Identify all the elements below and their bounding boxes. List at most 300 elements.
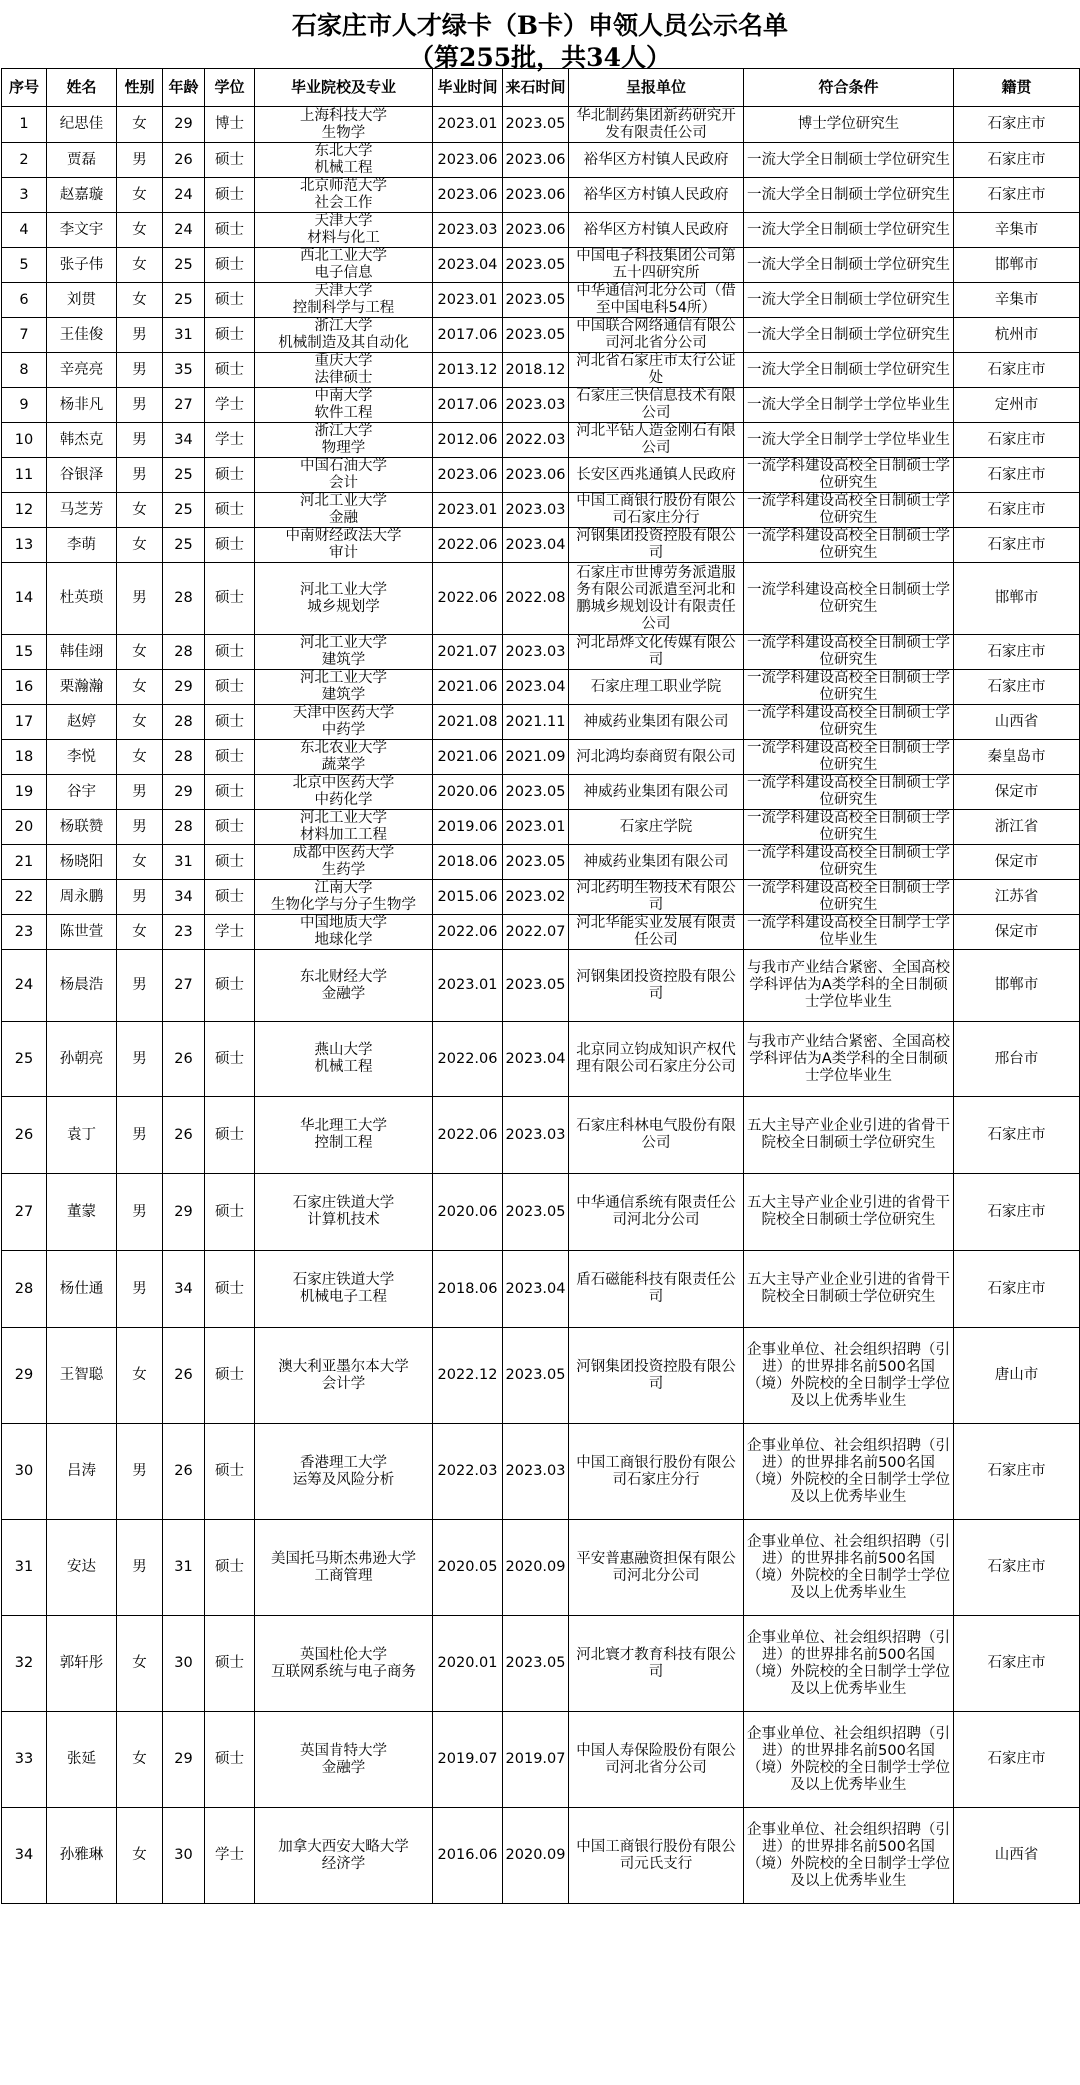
cell-age: 25 xyxy=(163,493,205,528)
cell-gender: 女 xyxy=(117,248,163,283)
cell-grad-time: 2022.06 xyxy=(433,563,503,635)
header-condition: 符合条件 xyxy=(744,69,954,107)
cell-origin: 唐山市 xyxy=(954,1328,1080,1424)
header-arrive-time: 来石时间 xyxy=(503,69,569,107)
school-name: 加拿大西安大略大学 xyxy=(278,1838,409,1855)
table-row xyxy=(2,705,1080,740)
cell-origin: 石家庄市 xyxy=(954,143,1080,178)
cell-origin: 石家庄市 xyxy=(954,493,1080,528)
school-name: 河北工业大学 xyxy=(300,810,387,826)
cell-unit: 神威药业集团有限公司 xyxy=(569,705,744,740)
cell-arrive-time: 2023.03 xyxy=(503,1424,569,1520)
cell-origin: 保定市 xyxy=(954,915,1080,950)
cell-grad-time: 2020.06 xyxy=(433,1174,503,1251)
cell-origin: 杭州市 xyxy=(954,318,1080,353)
cell-origin: 辛集市 xyxy=(954,283,1080,318)
header-gender: 性别 xyxy=(117,69,163,107)
major-name: 中药化学 xyxy=(314,792,373,808)
cell-school-major xyxy=(255,1097,433,1174)
cell-school-major xyxy=(255,740,433,775)
cell-gender: 男 xyxy=(117,1022,163,1097)
cell-grad-time: 2023.03 xyxy=(433,213,503,248)
cell-age: 29 xyxy=(163,670,205,705)
cell-origin: 石家庄市 xyxy=(954,635,1080,670)
cell-origin: 江苏省 xyxy=(954,880,1080,915)
table-row xyxy=(2,178,1080,213)
major-name: 法律硕士 xyxy=(314,370,373,386)
cell-degree: 硕士 xyxy=(205,143,255,178)
cell-unit: 裕华区方村镇人民政府 xyxy=(569,178,744,213)
cell-no: 8 xyxy=(2,353,47,388)
cell-school-major xyxy=(255,528,433,563)
cell-school-major xyxy=(255,1424,433,1520)
cell-condition: 企事业单位、社会组织招聘（引进）的世界排名前500名国（境）外院校的全日制学士学位及以上优秀毕业生 xyxy=(744,1424,954,1520)
table-row xyxy=(2,458,1080,493)
applicant-table xyxy=(1,68,1080,1904)
school-name: 澳大利亚墨尔本大学 xyxy=(278,1358,409,1375)
cell-degree: 硕士 xyxy=(205,178,255,213)
school-name: 江南大学 xyxy=(314,880,373,896)
cell-school-major xyxy=(255,1022,433,1097)
cell-condition: 一流学科建设高校全日制硕士学位研究生 xyxy=(744,705,954,740)
cell-condition: 五大主导产业企业引进的省骨干院校全日制硕士学位研究生 xyxy=(744,1097,954,1174)
cell-condition: 一流学科建设高校全日制硕士学位研究生 xyxy=(744,493,954,528)
school-name: 浙江大学 xyxy=(314,423,373,439)
cell-arrive-time: 2023.03 xyxy=(503,635,569,670)
cell-arrive-time: 2023.04 xyxy=(503,528,569,563)
cell-no: 14 xyxy=(2,563,47,635)
cell-age: 31 xyxy=(163,1520,205,1616)
cell-arrive-time: 2023.05 xyxy=(503,283,569,318)
cell-grad-time: 2018.06 xyxy=(433,845,503,880)
school-name: 北京师范大学 xyxy=(300,178,387,194)
cell-no: 29 xyxy=(2,1328,47,1424)
cell-unit: 平安普惠融资担保有限公司河北分公司 xyxy=(569,1520,744,1616)
cell-age: 28 xyxy=(163,635,205,670)
cell-name: 王佳俊 xyxy=(47,318,117,353)
cell-unit: 中国工商银行股份有限公司石家庄分行 xyxy=(569,1424,744,1520)
cell-name: 董蒙 xyxy=(47,1174,117,1251)
cell-unit: 河北平钻人造金刚石有限公司 xyxy=(569,423,744,458)
cell-grad-time: 2015.06 xyxy=(433,880,503,915)
cell-grad-time: 2023.01 xyxy=(433,950,503,1022)
table-row xyxy=(2,563,1080,635)
cell-gender: 男 xyxy=(117,880,163,915)
cell-grad-time: 2018.06 xyxy=(433,1251,503,1328)
cell-age: 25 xyxy=(163,283,205,318)
cell-no: 25 xyxy=(2,1022,47,1097)
table-row xyxy=(2,423,1080,458)
cell-grad-time: 2023.01 xyxy=(433,107,503,143)
cell-arrive-time: 2023.06 xyxy=(503,178,569,213)
cell-gender: 女 xyxy=(117,107,163,143)
school-name: 石家庄铁道大学 xyxy=(292,1272,395,1288)
cell-name: 杨联赞 xyxy=(47,810,117,845)
cell-origin: 石家庄市 xyxy=(954,1520,1080,1616)
cell-grad-time: 2016.06 xyxy=(433,1808,503,1904)
cell-arrive-time: 2023.05 xyxy=(503,248,569,283)
cell-no: 2 xyxy=(2,143,47,178)
table-row xyxy=(2,880,1080,915)
cell-school-major xyxy=(255,107,433,143)
major-name: 运筹及风险分析 xyxy=(292,1471,395,1488)
cell-unit: 中国工商银行股份有限公司元氏支行 xyxy=(569,1808,744,1904)
title-line-1: 石家庄市人才绿卡（B卡）申领人员公示名单 xyxy=(291,11,789,40)
cell-grad-time: 2022.06 xyxy=(433,915,503,950)
cell-age: 24 xyxy=(163,178,205,213)
cell-age: 31 xyxy=(163,845,205,880)
cell-grad-time: 2021.06 xyxy=(433,670,503,705)
cell-grad-time: 2020.01 xyxy=(433,1616,503,1712)
major-name: 会计学 xyxy=(321,1375,366,1392)
cell-age: 29 xyxy=(163,1174,205,1251)
cell-condition: 一流学科建设高校全日制硕士学位研究生 xyxy=(744,528,954,563)
cell-condition: 一流大学全日制硕士学位研究生 xyxy=(744,213,954,248)
cell-gender: 女 xyxy=(117,740,163,775)
cell-no: 6 xyxy=(2,283,47,318)
cell-name: 张子伟 xyxy=(47,248,117,283)
cell-grad-time: 2022.06 xyxy=(433,528,503,563)
cell-no: 34 xyxy=(2,1808,47,1904)
cell-gender: 女 xyxy=(117,283,163,318)
table-row xyxy=(2,248,1080,283)
cell-origin: 邯郸市 xyxy=(954,563,1080,635)
header-origin: 籍贯 xyxy=(954,69,1080,107)
cell-origin: 石家庄市 xyxy=(954,178,1080,213)
cell-origin: 邢台市 xyxy=(954,1022,1080,1097)
table-row xyxy=(2,740,1080,775)
cell-age: 23 xyxy=(163,915,205,950)
cell-name: 吕涛 xyxy=(47,1424,117,1520)
cell-gender: 男 xyxy=(117,1520,163,1616)
cell-age: 30 xyxy=(163,1616,205,1712)
header-grad-time: 毕业时间 xyxy=(433,69,503,107)
school-name: 河北工业大学 xyxy=(300,670,387,686)
school-name: 石家庄铁道大学 xyxy=(292,1195,395,1211)
cell-arrive-time: 2022.07 xyxy=(503,915,569,950)
school-name: 英国杜伦大学 xyxy=(300,1646,387,1663)
cell-age: 34 xyxy=(163,880,205,915)
cell-name: 杨仕通 xyxy=(47,1251,117,1328)
school-name: 重庆大学 xyxy=(314,353,373,369)
cell-condition: 与我市产业结合紧密、全国高校学科评估为A类学科的全日制硕士学位毕业生 xyxy=(744,1022,954,1097)
cell-name: 陈世萱 xyxy=(47,915,117,950)
cell-arrive-time: 2023.03 xyxy=(503,1097,569,1174)
cell-degree: 博士 xyxy=(205,107,255,143)
cell-degree: 硕士 xyxy=(205,810,255,845)
cell-degree: 硕士 xyxy=(205,1520,255,1616)
cell-age: 28 xyxy=(163,563,205,635)
cell-degree: 硕士 xyxy=(205,283,255,318)
cell-unit: 河北昂烨文化传媒有限公司 xyxy=(569,635,744,670)
table-row xyxy=(2,107,1080,143)
cell-unit: 河钢集团投资控股有限公司 xyxy=(569,950,744,1022)
cell-age: 25 xyxy=(163,528,205,563)
cell-age: 26 xyxy=(163,1328,205,1424)
cell-unit: 河北鸿均泰商贸有限公司 xyxy=(569,740,744,775)
major-name: 生物化学与分子生物学 xyxy=(271,897,416,913)
cell-degree: 硕士 xyxy=(205,1251,255,1328)
cell-arrive-time: 2020.09 xyxy=(503,1808,569,1904)
cell-grad-time: 2019.07 xyxy=(433,1712,503,1808)
cell-gender: 女 xyxy=(117,915,163,950)
cell-condition: 一流学科建设高校全日制硕士学位研究生 xyxy=(744,880,954,915)
cell-unit: 河北药明生物技术有限公司 xyxy=(569,880,744,915)
cell-school-major xyxy=(255,318,433,353)
cell-degree: 硕士 xyxy=(205,1328,255,1424)
table-row xyxy=(2,388,1080,423)
major-name: 中药学 xyxy=(321,722,366,738)
cell-unit: 长安区西兆通镇人民政府 xyxy=(569,458,744,493)
cell-origin: 石家庄市 xyxy=(954,1712,1080,1808)
cell-grad-time: 2023.06 xyxy=(433,143,503,178)
cell-name: 杨晨浩 xyxy=(47,950,117,1022)
cell-name: 袁丁 xyxy=(47,1097,117,1174)
cell-arrive-time: 2023.06 xyxy=(503,143,569,178)
document-title xyxy=(0,0,1080,72)
cell-grad-time: 2023.06 xyxy=(433,178,503,213)
cell-age: 26 xyxy=(163,143,205,178)
cell-origin: 山西省 xyxy=(954,705,1080,740)
cell-arrive-time: 2023.04 xyxy=(503,1022,569,1097)
cell-arrive-time: 2023.03 xyxy=(503,493,569,528)
cell-origin: 石家庄市 xyxy=(954,1097,1080,1174)
cell-condition: 企事业单位、社会组织招聘（引进）的世界排名前500名国（境）外院校的全日制学士学位及以上优秀毕业生 xyxy=(744,1712,954,1808)
cell-grad-time: 2022.12 xyxy=(433,1328,503,1424)
major-name: 金融 xyxy=(329,510,358,526)
cell-degree: 硕士 xyxy=(205,458,255,493)
table-row xyxy=(2,810,1080,845)
cell-no: 26 xyxy=(2,1097,47,1174)
cell-no: 21 xyxy=(2,845,47,880)
cell-age: 26 xyxy=(163,1022,205,1097)
cell-arrive-time: 2021.09 xyxy=(503,740,569,775)
cell-school-major xyxy=(255,1616,433,1712)
cell-gender: 女 xyxy=(117,1808,163,1904)
cell-condition: 一流大学全日制硕士学位研究生 xyxy=(744,248,954,283)
table-row xyxy=(2,1520,1080,1616)
major-name: 工商管理 xyxy=(314,1567,373,1584)
cell-origin: 石家庄市 xyxy=(954,528,1080,563)
cell-condition: 一流学科建设高校全日制硕士学位研究生 xyxy=(744,810,954,845)
cell-gender: 男 xyxy=(117,1424,163,1520)
cell-no: 32 xyxy=(2,1616,47,1712)
cell-gender: 男 xyxy=(117,563,163,635)
school-name: 浙江大学 xyxy=(314,318,373,334)
cell-no: 33 xyxy=(2,1712,47,1808)
table-row xyxy=(2,670,1080,705)
cell-arrive-time: 2023.01 xyxy=(503,810,569,845)
cell-no: 4 xyxy=(2,213,47,248)
cell-origin: 山西省 xyxy=(954,1808,1080,1904)
cell-age: 25 xyxy=(163,458,205,493)
cell-degree: 硕士 xyxy=(205,213,255,248)
cell-no: 20 xyxy=(2,810,47,845)
cell-arrive-time: 2023.05 xyxy=(503,950,569,1022)
cell-school-major xyxy=(255,493,433,528)
school-name: 香港理工大学 xyxy=(300,1454,387,1471)
cell-gender: 女 xyxy=(117,1616,163,1712)
cell-origin: 石家庄市 xyxy=(954,1174,1080,1251)
cell-unit: 石家庄科林电气股份有限公司 xyxy=(569,1097,744,1174)
cell-school-major xyxy=(255,810,433,845)
cell-age: 28 xyxy=(163,810,205,845)
school-name: 北京中医药大学 xyxy=(292,775,395,791)
cell-age: 34 xyxy=(163,1251,205,1328)
cell-arrive-time: 2023.03 xyxy=(503,388,569,423)
school-name: 河北工业大学 xyxy=(300,635,387,651)
cell-name: 杨非凡 xyxy=(47,388,117,423)
cell-name: 栗瀚瀚 xyxy=(47,670,117,705)
cell-school-major xyxy=(255,705,433,740)
cell-gender: 男 xyxy=(117,775,163,810)
cell-unit: 石家庄三快信息技术有限公司 xyxy=(569,388,744,423)
cell-unit: 中华通信系统有限责任公司河北分公司 xyxy=(569,1174,744,1251)
cell-grad-time: 2023.01 xyxy=(433,493,503,528)
cell-unit: 河北寰才教育科技有限公司 xyxy=(569,1616,744,1712)
table-row xyxy=(2,950,1080,1022)
cell-unit: 石家庄市世博劳务派遣服务有限公司派遣至河北和鹏城乡规划设计有限责任公司 xyxy=(569,563,744,635)
cell-condition: 一流学科建设高校全日制学士学位毕业生 xyxy=(744,915,954,950)
cell-origin: 邯郸市 xyxy=(954,248,1080,283)
major-name: 金融学 xyxy=(321,1759,366,1776)
cell-degree: 硕士 xyxy=(205,1174,255,1251)
major-name: 计算机技术 xyxy=(307,1212,380,1228)
school-name: 天津大学 xyxy=(314,283,373,299)
cell-unit: 裕华区方村镇人民政府 xyxy=(569,143,744,178)
cell-arrive-time: 2022.08 xyxy=(503,563,569,635)
cell-gender: 女 xyxy=(117,178,163,213)
cell-gender: 男 xyxy=(117,388,163,423)
cell-condition: 一流大学全日制学士学位毕业生 xyxy=(744,423,954,458)
cell-origin: 石家庄市 xyxy=(954,458,1080,493)
cell-unit: 中国人寿保险股份有限公司河北省分公司 xyxy=(569,1712,744,1808)
cell-origin: 石家庄市 xyxy=(954,670,1080,705)
cell-condition: 一流学科建设高校全日制硕士学位研究生 xyxy=(744,458,954,493)
cell-name: 周永鹏 xyxy=(47,880,117,915)
cell-no: 16 xyxy=(2,670,47,705)
cell-arrive-time: 2023.04 xyxy=(503,1251,569,1328)
cell-origin: 石家庄市 xyxy=(954,1251,1080,1328)
cell-condition: 企事业单位、社会组织招聘（引进）的世界排名前500名国（境）外院校的全日制学士学位及以上优秀毕业生 xyxy=(744,1520,954,1616)
cell-unit: 裕华区方村镇人民政府 xyxy=(569,213,744,248)
cell-school-major xyxy=(255,213,433,248)
major-name: 城乡规划学 xyxy=(307,598,380,615)
cell-grad-time: 2020.06 xyxy=(433,775,503,810)
cell-unit: 中国工商银行股份有限公司石家庄分行 xyxy=(569,493,744,528)
major-name: 建筑学 xyxy=(321,687,366,703)
major-name: 生物学 xyxy=(321,124,366,141)
cell-gender: 男 xyxy=(117,1174,163,1251)
major-name: 地球化学 xyxy=(314,932,373,948)
cell-gender: 男 xyxy=(117,458,163,493)
cell-degree: 硕士 xyxy=(205,880,255,915)
cell-condition: 一流大学全日制硕士学位研究生 xyxy=(744,353,954,388)
cell-condition: 与我市产业结合紧密、全国高校学科评估为A类学科的全日制硕士学位毕业生 xyxy=(744,950,954,1022)
school-name: 河北工业大学 xyxy=(300,493,387,509)
school-name: 燕山大学 xyxy=(314,1042,373,1058)
table-row xyxy=(2,318,1080,353)
cell-grad-time: 2021.08 xyxy=(433,705,503,740)
cell-school-major xyxy=(255,143,433,178)
cell-condition: 一流大学全日制硕士学位研究生 xyxy=(744,283,954,318)
cell-arrive-time: 2022.03 xyxy=(503,423,569,458)
table-row xyxy=(2,1616,1080,1712)
cell-age: 27 xyxy=(163,388,205,423)
table-row xyxy=(2,845,1080,880)
major-name: 软件工程 xyxy=(314,405,373,421)
cell-no: 18 xyxy=(2,740,47,775)
cell-arrive-time: 2018.12 xyxy=(503,353,569,388)
major-name: 经济学 xyxy=(321,1855,366,1872)
cell-school-major xyxy=(255,950,433,1022)
cell-degree: 硕士 xyxy=(205,950,255,1022)
table-row xyxy=(2,213,1080,248)
school-name: 中国地质大学 xyxy=(300,915,387,931)
cell-name: 刘贯 xyxy=(47,283,117,318)
cell-no: 24 xyxy=(2,950,47,1022)
cell-gender: 女 xyxy=(117,528,163,563)
cell-name: 贾磊 xyxy=(47,143,117,178)
cell-condition: 企事业单位、社会组织招聘（引进）的世界排名前500名国（境）外院校的全日制学士学位及以上优秀毕业生 xyxy=(744,1328,954,1424)
cell-age: 28 xyxy=(163,740,205,775)
cell-condition: 五大主导产业企业引进的省骨干院校全日制硕士学位研究生 xyxy=(744,1251,954,1328)
cell-condition: 一流学科建设高校全日制硕士学位研究生 xyxy=(744,670,954,705)
cell-grad-time: 2023.06 xyxy=(433,458,503,493)
table-row xyxy=(2,1328,1080,1424)
cell-condition: 一流学科建设高校全日制硕士学位研究生 xyxy=(744,563,954,635)
table-row xyxy=(2,635,1080,670)
cell-gender: 女 xyxy=(117,213,163,248)
cell-no: 11 xyxy=(2,458,47,493)
table-row xyxy=(2,528,1080,563)
major-name: 物理学 xyxy=(321,440,366,456)
school-name: 英国肯特大学 xyxy=(300,1742,387,1759)
table-row xyxy=(2,143,1080,178)
cell-grad-time: 2019.06 xyxy=(433,810,503,845)
major-name: 会计 xyxy=(329,475,358,491)
major-name: 机械电子工程 xyxy=(300,1289,387,1305)
cell-origin: 石家庄市 xyxy=(954,107,1080,143)
cell-condition: 一流大学全日制学士学位毕业生 xyxy=(744,388,954,423)
cell-gender: 男 xyxy=(117,143,163,178)
school-name: 华北理工大学 xyxy=(300,1118,387,1134)
cell-unit: 神威药业集团有限公司 xyxy=(569,845,744,880)
school-name: 天津大学 xyxy=(314,213,373,229)
cell-grad-time: 2017.06 xyxy=(433,318,503,353)
cell-degree: 学士 xyxy=(205,423,255,458)
cell-arrive-time: 2023.05 xyxy=(503,107,569,143)
cell-condition: 一流学科建设高校全日制硕士学位研究生 xyxy=(744,845,954,880)
table-row xyxy=(2,915,1080,950)
cell-gender: 女 xyxy=(117,845,163,880)
cell-arrive-time: 2023.05 xyxy=(503,845,569,880)
cell-name: 王智聪 xyxy=(47,1328,117,1424)
cell-degree: 硕士 xyxy=(205,1022,255,1097)
cell-degree: 硕士 xyxy=(205,318,255,353)
cell-no: 13 xyxy=(2,528,47,563)
table-row xyxy=(2,1712,1080,1808)
table-header-row xyxy=(2,69,1080,107)
cell-no: 28 xyxy=(2,1251,47,1328)
cell-age: 26 xyxy=(163,1097,205,1174)
cell-school-major xyxy=(255,563,433,635)
cell-unit: 中国电子科技集团公司第五十四研究所 xyxy=(569,248,744,283)
cell-grad-time: 2022.06 xyxy=(433,1022,503,1097)
cell-school-major xyxy=(255,1328,433,1424)
cell-no: 23 xyxy=(2,915,47,950)
cell-origin: 保定市 xyxy=(954,775,1080,810)
